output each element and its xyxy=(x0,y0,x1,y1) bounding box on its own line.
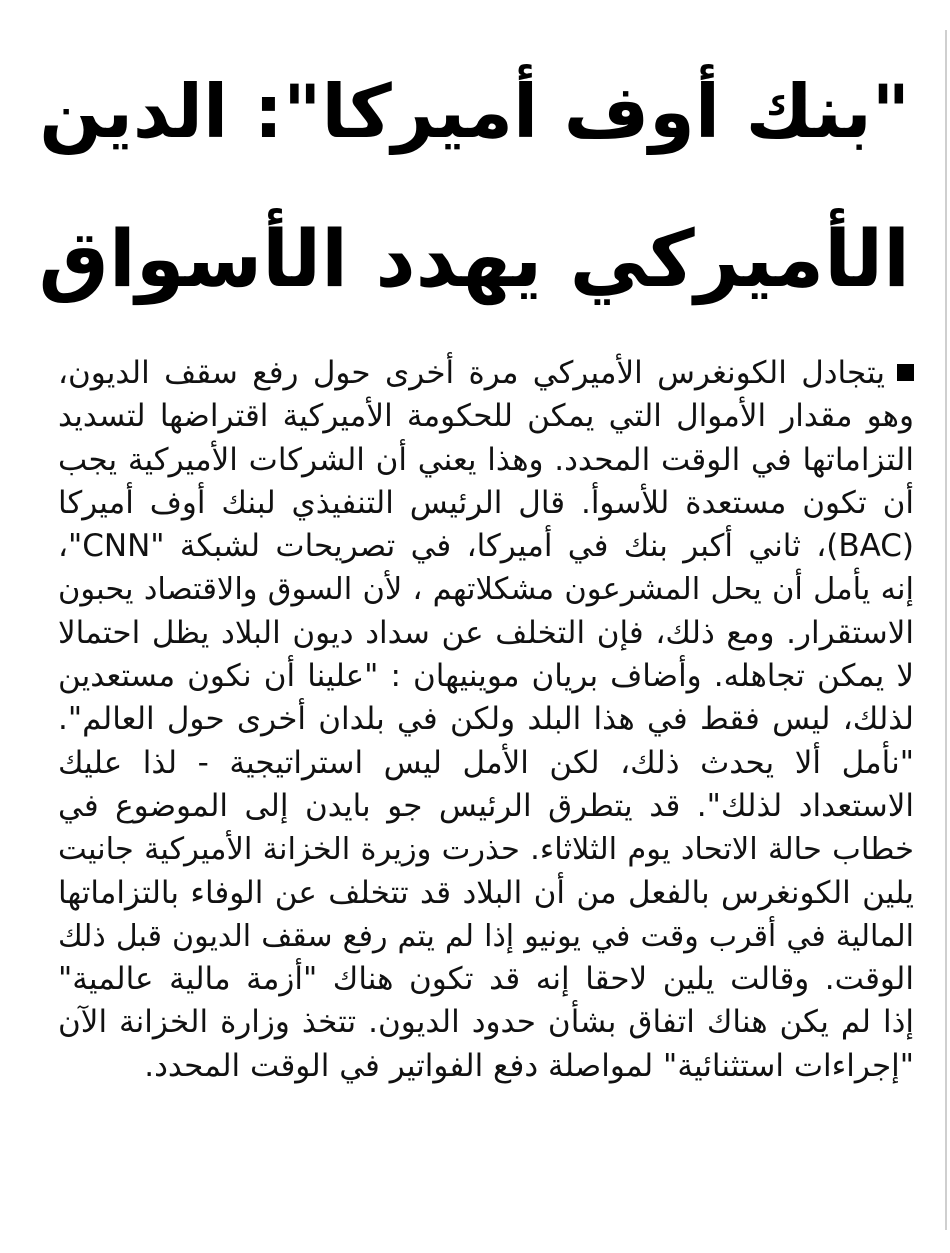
body-line: الوقت. وقالت يلين لاحقا إنه قد تكون هناك "أزمة مالية عالمية" xyxy=(58,961,914,998)
body-line: لذلك، ليس فقط في هذا البلد ولكن في بلدان أخرى حول العالم". xyxy=(58,701,914,738)
body-line: (BAC)، ثاني أكبر بنك في أميركا، في تصريحات لشبكة "CNN"، xyxy=(58,528,914,565)
body-line: خطاب حالة الاتحاد يوم الثلاثاء. حذرت وزيرة الخزانة الأميركية جانيت xyxy=(58,832,914,868)
square-bullet-icon xyxy=(897,364,914,381)
column-divider xyxy=(945,30,947,1230)
article-body xyxy=(58,352,914,1212)
body-line: إذا لم يكن هناك اتفاق بشأن حدود الديون. تتخذ وزارة الخزانة الآن xyxy=(58,1004,914,1041)
body-line: المالية في أقرب وقت في يونيو إذا لم يتم رفع سقف الديون قبل ذلك xyxy=(58,918,914,954)
body-line: التزاماتها في الوقت المحدد. وهذا يعني أن الشركات الأميركية يجب xyxy=(58,441,914,478)
body-line: يتجادل الكونغرس الأميركي مرة أخرى حول رفع سقف الديون، xyxy=(58,352,914,395)
body-line: "إجراءات استثنائية" لمواصلة دفع الفواتير في الوقت المحدد. xyxy=(144,1047,914,1084)
headline xyxy=(40,40,910,332)
headline-line-1: "بنك أوف أميركا": الدين xyxy=(39,70,910,155)
body-line: لا يمكن تجاهله. وأضاف بريان موينيهان : "علينا أن نكون مستعدين xyxy=(58,658,914,695)
body-line: إنه يأمل أن يحل المشرعون مشكلاتهم ، لأن السوق والاقتصاد يحبون xyxy=(58,572,914,608)
body-line: الاستعداد لذلك". قد يتطرق الرئيس جو بايدن إلى الموضوع في xyxy=(58,787,914,824)
body-line: يلين الكونغرس بالفعل من أن البلاد قد تتخلف عن الوفاء بالتزاماتها xyxy=(58,874,914,911)
body-line: وهو مقدار الأموال التي يمكن للحكومة الأميركية اقتراضها لتسديد xyxy=(58,398,914,435)
headline-line-2: الأميركي يهدد الأسواق xyxy=(38,213,910,305)
body-line: أن تكون مستعدة للأسوأ. قال الرئيس التنفيذي لبنك أوف أميركا xyxy=(58,484,914,521)
body-line: الاستقرار. ومع ذلك، فإن التخلف عن سداد ديون البلاد يظل احتمالا xyxy=(58,614,914,651)
body-line: "نأمل ألا يحدث ذلك، لكن الأمل ليس استراتيجية - لذا عليك xyxy=(58,744,914,781)
